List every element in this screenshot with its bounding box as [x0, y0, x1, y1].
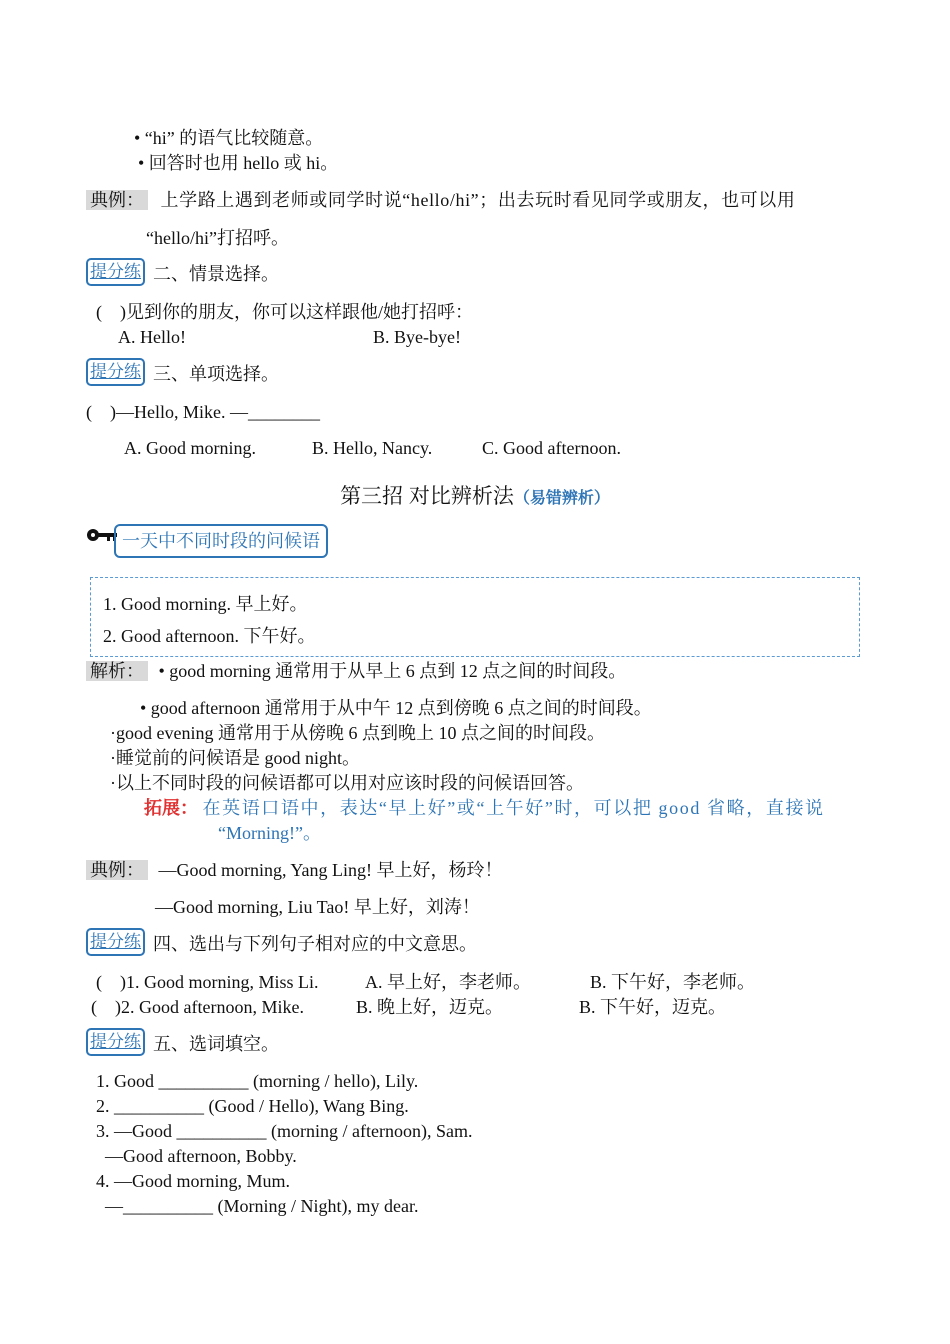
example-text: —Good morning, Liu Tao! 早上好，刘涛！ [155, 897, 480, 917]
option: B. 晚上好，迈克。 [356, 997, 504, 1017]
practice-badge: 提分练 [86, 258, 145, 286]
box-item: 1. Good morning. 早上好。 [103, 594, 308, 614]
question: ( )见到你的朋友，你可以这样跟他/她打招呼： [96, 302, 473, 322]
extension-text: “Morning!”。 [218, 823, 321, 843]
example-text: 上学路上遇到老师或同学时说“hello/hi”；出去玩时看见同学或朋友，也可以用 [160, 190, 796, 210]
fill-line: 4. —Good morning, Mum. [96, 1171, 291, 1191]
option: B. Bye-bye! [373, 327, 461, 347]
extension-block [144, 796, 825, 820]
section-title: 五、选词填空。 [153, 1034, 279, 1054]
extension-label: 拓展： [144, 798, 198, 818]
fill-line: 2. __________ (Good / Hello), Wang Bing. [96, 1096, 409, 1116]
option: B. 下午好，李老师。 [590, 972, 756, 992]
section-title: 四、选出与下列句子相对应的中文意思。 [153, 934, 477, 954]
analysis-line: ·睡觉前的问候语是 good night。 [110, 748, 360, 768]
option: C. Good afternoon. [482, 438, 621, 458]
page-title [0, 483, 950, 513]
question: ( )2. Good afternoon, Mike. [91, 997, 304, 1017]
example-block [86, 188, 795, 212]
title-sub: （易错辨析） [513, 490, 610, 507]
bullet-line: • 回答时也用 hello 或 hi。 [138, 153, 339, 173]
option: A. Good morning. [124, 438, 256, 458]
question: ( )1. Good morning, Miss Li. [96, 972, 319, 992]
option: A. 早上好，李老师。 [365, 972, 531, 992]
example-text: —Good morning, Yang Ling! 早上好，杨玲！ [158, 860, 503, 880]
option: B. 下午好，迈克。 [579, 997, 727, 1017]
question: ( )—Hello, Mike. —________ [86, 402, 320, 422]
practice-badge: 提分练 [86, 1028, 145, 1056]
analysis-line: • good morning 通常用于从早上 6 点到 12 点之间的时间段。 [158, 661, 627, 681]
analysis-line: • good afternoon 通常用于从中午 12 点到傍晚 6 点之间的时间段。 [140, 698, 652, 718]
title-main: 第三招 对比辨析法 [340, 485, 514, 508]
example-block [86, 858, 503, 882]
topic-label: 一天中不同时段的问候语 [114, 524, 328, 558]
option: A. Hello! [118, 327, 186, 347]
fill-line: 1. Good __________ (morning / hello), Lily. [96, 1071, 419, 1091]
analysis-line: ·good evening 通常用于从傍晚 6 点到晚上 10 点之间的时间段。 [110, 723, 605, 743]
option: B. Hello, Nancy. [312, 438, 433, 458]
example-tag: 典例： [86, 190, 148, 210]
box-item: 2. Good afternoon. 下午好。 [103, 626, 316, 646]
fill-line: —Good afternoon, Bobby. [105, 1146, 297, 1166]
analysis-line: ·以上不同时段的问候语都可以用对应该时段的问候语回答。 [110, 773, 584, 793]
section-title: 二、情景选择。 [153, 264, 279, 284]
practice-badge: 提分练 [86, 358, 145, 386]
extension-text: 在英语口语中，表达“早上好”或“上午好”时，可以把 good 省略，直接说 [202, 798, 825, 818]
analysis-tag: 解析： [86, 661, 148, 681]
analysis-block [86, 659, 626, 683]
practice-badge: 提分练 [86, 928, 145, 956]
fill-line: —__________ (Morning / Night), my dear. [105, 1196, 419, 1216]
bullet-line: • “hi” 的语气比较随意。 [134, 128, 324, 148]
fill-line: 3. —Good __________ (morning / afternoon), Sam. [96, 1121, 473, 1141]
section-title: 三、单项选择。 [153, 364, 279, 384]
example-tag: 典例： [86, 860, 148, 880]
example-text: “hello/hi”打招呼。 [146, 228, 289, 248]
